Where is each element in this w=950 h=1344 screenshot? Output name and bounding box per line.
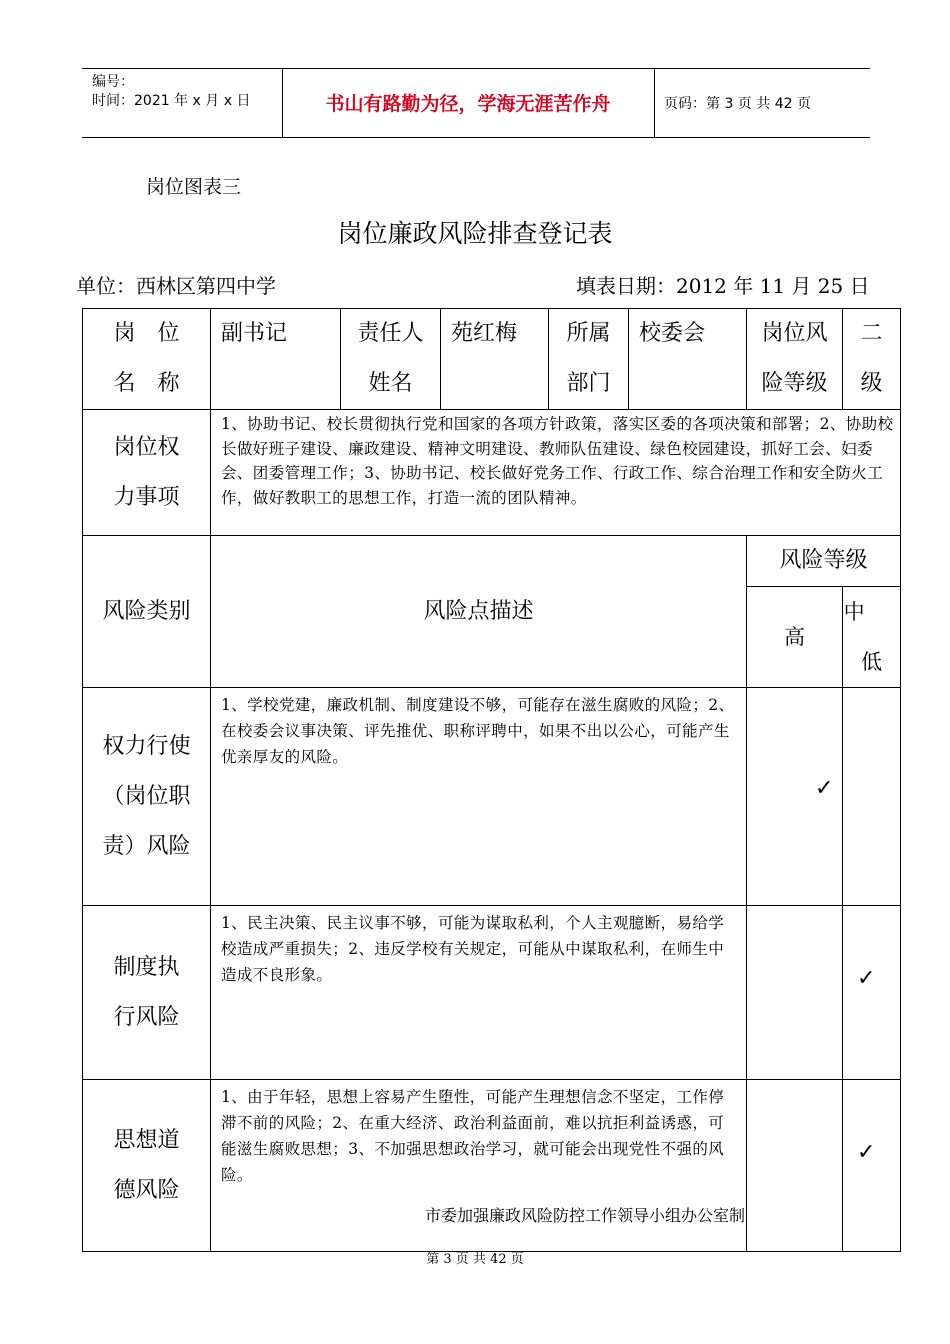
risk-row bbox=[83, 906, 901, 1080]
post-name-label: 岗 位 bbox=[113, 321, 180, 346]
post-name-label: 名 称 bbox=[113, 371, 180, 396]
risk-register-table bbox=[82, 308, 901, 1252]
post-name-value: 副书记 bbox=[211, 309, 341, 410]
risk-description: 1、由于年轻，思想上容易产生堕性，可能产生理想信念不坚定，工作停滞不前的风险；2、在重大经济、政治利益面前，难以抗拒利益诱惑，可能滋生腐败思想；3、不加强思想政治学习，就可能会出现党性不强的风险。 bbox=[211, 1080, 747, 1252]
risk-category-line: 制度执 bbox=[113, 954, 180, 980]
responsible-value: 苑红梅 bbox=[441, 309, 549, 410]
col-low-label: 低 bbox=[861, 650, 882, 674]
power-label: 力事项 bbox=[113, 484, 180, 510]
risk-category-cell bbox=[83, 1080, 211, 1252]
risk-mid-low-cell bbox=[815, 688, 901, 906]
dept-label-cell bbox=[549, 309, 629, 410]
responsible-label-cell bbox=[341, 309, 441, 410]
header-meta bbox=[92, 73, 250, 111]
dept-label: 部门 bbox=[566, 371, 611, 396]
risk-high-cell bbox=[747, 1080, 843, 1252]
risk-category-line: 责）风险 bbox=[102, 833, 191, 859]
check-mark-icon: ✓ bbox=[857, 1140, 876, 1165]
risk-category-line: 思想道 bbox=[113, 1127, 180, 1153]
risk-level-value: 二 bbox=[860, 321, 883, 346]
page-header bbox=[82, 68, 870, 138]
risk-category-line: 德风险 bbox=[113, 1177, 180, 1203]
risk-category-line: 行风险 bbox=[113, 1004, 180, 1030]
post-power-row bbox=[83, 410, 901, 536]
risk-level-value-cell bbox=[843, 309, 901, 410]
header-divider bbox=[654, 69, 655, 137]
risk-description: 1、民主决策、民主议事不够，可能为谋取私利，个人主观臆断，易给学校造成严重损失；2、违反学校有关规定，可能从中谋取私利，在师生中造成不良形象。 bbox=[211, 906, 747, 1080]
responsible-label: 姓名 bbox=[368, 371, 413, 396]
risk-category-cell bbox=[83, 906, 211, 1080]
risk-category-line: （岗位职 bbox=[102, 783, 191, 809]
risk-row bbox=[83, 688, 901, 906]
issuer-note: 市委加强廉政风险防控工作领导小组办公室制 bbox=[425, 1206, 746, 1225]
col-mid-header bbox=[843, 587, 901, 688]
risk-level-label: 岗位风 bbox=[761, 321, 828, 346]
power-label-cell bbox=[83, 410, 211, 536]
risk-level-label: 险等级 bbox=[761, 371, 828, 396]
section-label: 岗位图表三 bbox=[146, 176, 242, 198]
post-name-label-cell bbox=[83, 309, 211, 410]
doc-number-label: 编号： bbox=[92, 74, 134, 90]
column-header-row bbox=[83, 536, 901, 587]
power-label: 岗位权 bbox=[113, 434, 180, 460]
document-title: 岗位廉政风险排查登记表 bbox=[337, 219, 613, 248]
power-text: 1、协助书记、校长贯彻执行党和国家的各项方针政策，落实区委的各项决策和部署；2、协助校长做好班子建设、廉政建设、精神文明建设、教师队伍建设、绿色校园建设，抓好工会、妇委会、团委管理工作；3、协助书记、校长做好党务工作、行政工作、综合治理工作和安全防火工作，做好教职工的思想工作，打造一流的团队精神。 bbox=[211, 410, 901, 536]
col-mid-label: 中 bbox=[843, 600, 865, 624]
col-high-header: 高 bbox=[747, 587, 843, 688]
risk-high-cell bbox=[747, 906, 843, 1080]
col-category-header: 风险类别 bbox=[83, 536, 211, 688]
dept-label: 所属 bbox=[566, 321, 611, 346]
post-info-row bbox=[83, 309, 901, 410]
risk-level-value: 级 bbox=[860, 371, 883, 396]
risk-level-label-cell bbox=[747, 309, 843, 410]
risk-category-line: 权力行使 bbox=[102, 733, 191, 759]
unit-line: 单位：西林区第四中学 bbox=[76, 274, 276, 298]
dept-value: 校委会 bbox=[629, 309, 747, 410]
risk-mid-low-cell bbox=[843, 906, 901, 1080]
risk-mid-low-cell bbox=[843, 1080, 901, 1252]
col-desc-header: 风险点描述 bbox=[211, 536, 747, 688]
col-level-header: 风险等级 bbox=[747, 536, 901, 587]
risk-category-cell bbox=[83, 688, 211, 906]
page-footer: 第 3 页 共 42 页 bbox=[426, 1252, 524, 1267]
doc-time-label: 时间：2021 年 x 月 x 日 bbox=[92, 93, 251, 109]
fill-date: 填表日期：2012 年 11 月 25 日 bbox=[576, 274, 870, 298]
header-motto: 书山有路勤为径，学海无涯苦作舟 bbox=[325, 93, 611, 115]
responsible-label: 责任人 bbox=[357, 321, 424, 346]
check-mark-icon: ✓ bbox=[815, 776, 834, 801]
check-mark-icon: ✓ bbox=[857, 966, 876, 991]
header-page-info: 页码：第 3 页 共 42 页 bbox=[664, 96, 811, 112]
risk-description: 1、学校党建，廉政机制、制度建设不够，可能存在滋生腐败的风险；2、在校委会议事决策、评先推优、职称评聘中，如果不出以公心，可能产生优亲厚友的风险。 bbox=[211, 688, 747, 906]
